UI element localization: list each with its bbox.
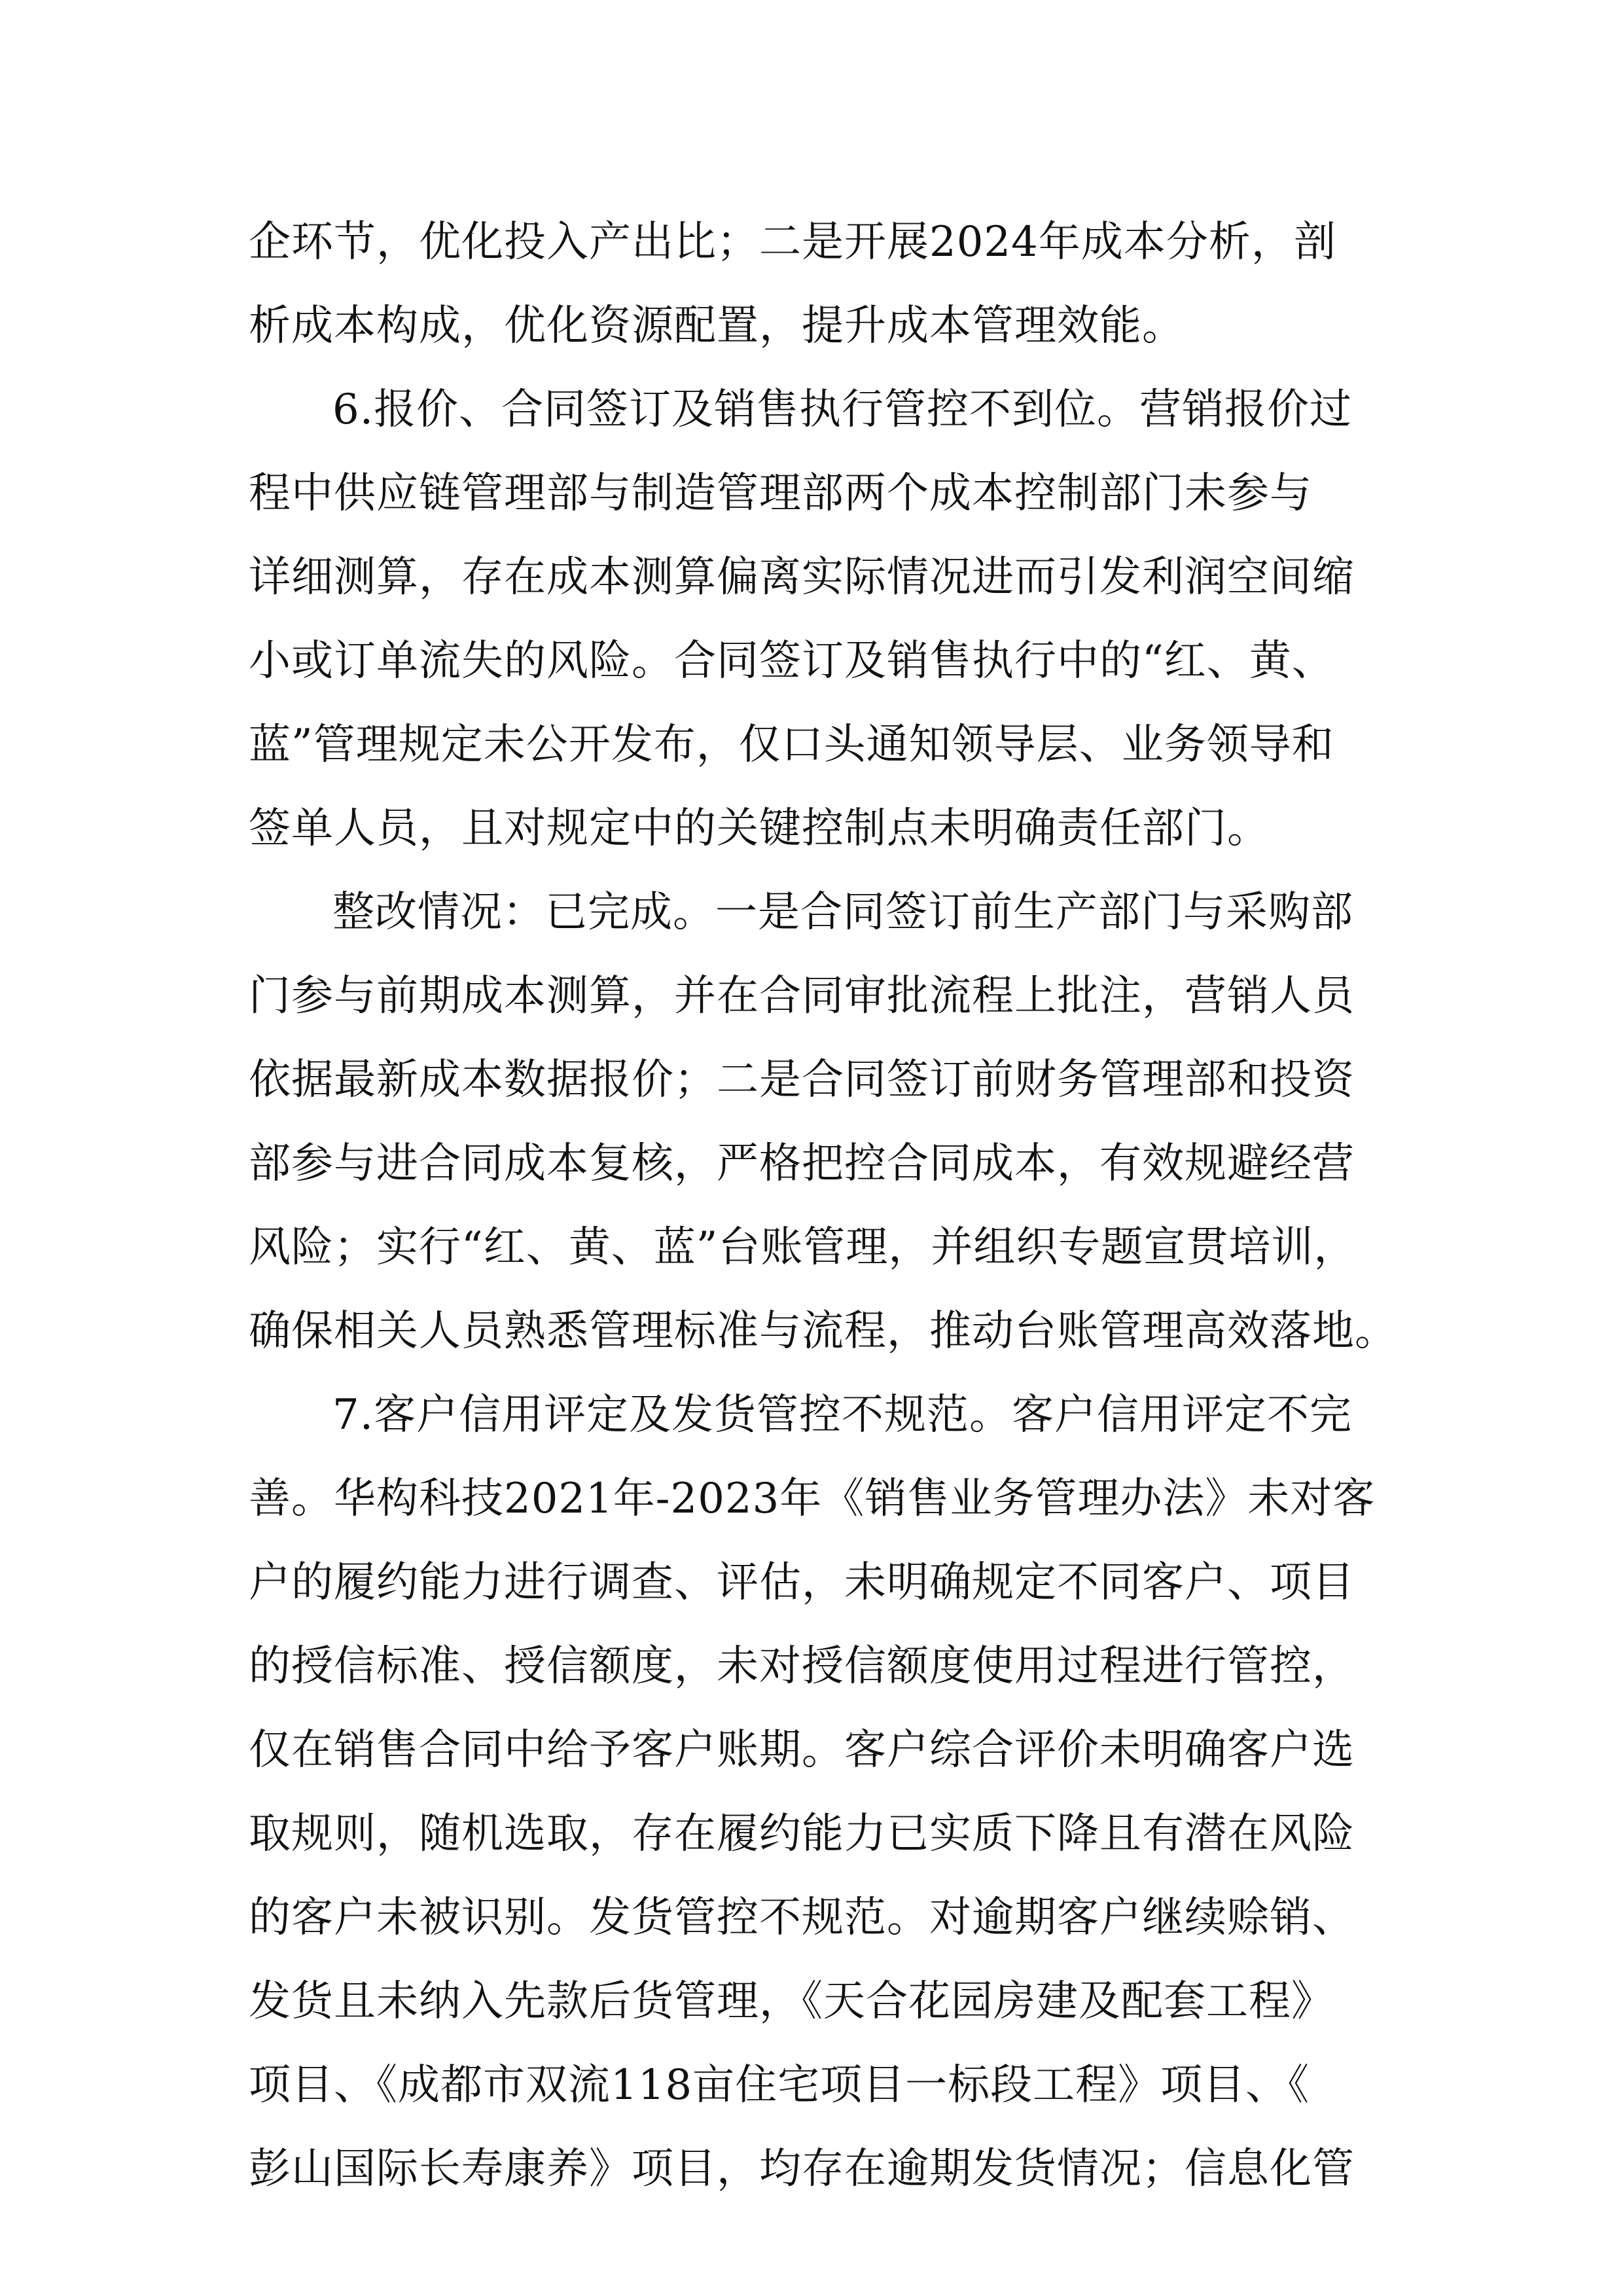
text-line: 析成本构成，优化资源配置，提升成本管理效能。 bbox=[249, 302, 1185, 350]
text-line: 的授信标准、授信额度，未对授信额度使用过程进行管控， bbox=[249, 1642, 1355, 1691]
text-line: 签单人员，且对规定中的关键控制点未明确责任部门。 bbox=[249, 804, 1270, 853]
text-line: 程中供应链管理部与制造管理部两个成本控制部门未参与 bbox=[249, 469, 1312, 518]
text-line: 风险；实行“红、黄、蓝”台账管理，并组织专题宣贯培训， bbox=[249, 1223, 1357, 1272]
text-line: 小或订单流失的风险。合同签订及销售执行中的“红、黄、 bbox=[249, 637, 1334, 685]
text-line: 企环节，优化投入产出比；二是开展2024年成本分析，剖 bbox=[249, 218, 1336, 266]
text-line: 发货且未纳入先款后货管理，《天合花园房建及配套工程》 bbox=[249, 1977, 1334, 2026]
text-line: 善。华构科技2021年-2023年《销售业务管理办法》未对客 bbox=[249, 1475, 1376, 1523]
text-line: 依据最新成本数据报价；二是合同签订前财务管理部和投资 bbox=[249, 1056, 1355, 1104]
text-line: 仅在销售合同中给予客户账期。客户综合评价未明确客户选 bbox=[249, 1726, 1355, 1774]
text-line: 的客户未被识别。发货管控不规范。对逾期客户继续赊销、 bbox=[249, 1893, 1355, 1942]
rectification-status: 整改情况：已完成。一是合同签订前生产部门与采购部 bbox=[332, 888, 1353, 937]
text-line: 取规则，随机选取，存在履约能力已实质下降且有潜在风险 bbox=[249, 1810, 1355, 1858]
text-line: 户的履约能力进行调查、评估，未明确规定不同客户、项目 bbox=[249, 1558, 1355, 1607]
text-line: 项目、《成都市双流118亩住宅项目一标段工程》项目、《 bbox=[249, 2061, 1310, 2109]
text-line: 彭山国际长寿康养》项目，均存在逾期发货情况；信息化管 bbox=[249, 2145, 1355, 2193]
paragraph-heading-7: 7.客户信用评定及发货管控不规范。客户信用评定不完 bbox=[332, 1391, 1353, 1439]
paragraph-heading-6: 6.报价、合同签订及销售执行管控不到位。营销报价过 bbox=[332, 386, 1353, 434]
text-line: 门参与前期成本测算，并在合同审批流程上批注，营销人员 bbox=[249, 972, 1355, 1020]
text-line: 确保相关人员熟悉管理标准与流程，推动台账管理高效落地。 bbox=[249, 1307, 1397, 1355]
text-line: 部参与进合同成本复核，严格把控合同成本，有效规避经营 bbox=[249, 1139, 1355, 1188]
text-line: 详细测算，存在成本测算偏离实际情况进而引发利润空间缩 bbox=[249, 553, 1355, 601]
text-line: 蓝”管理规定未公开发布，仅口头通知领导层、业务领导和 bbox=[249, 721, 1334, 769]
